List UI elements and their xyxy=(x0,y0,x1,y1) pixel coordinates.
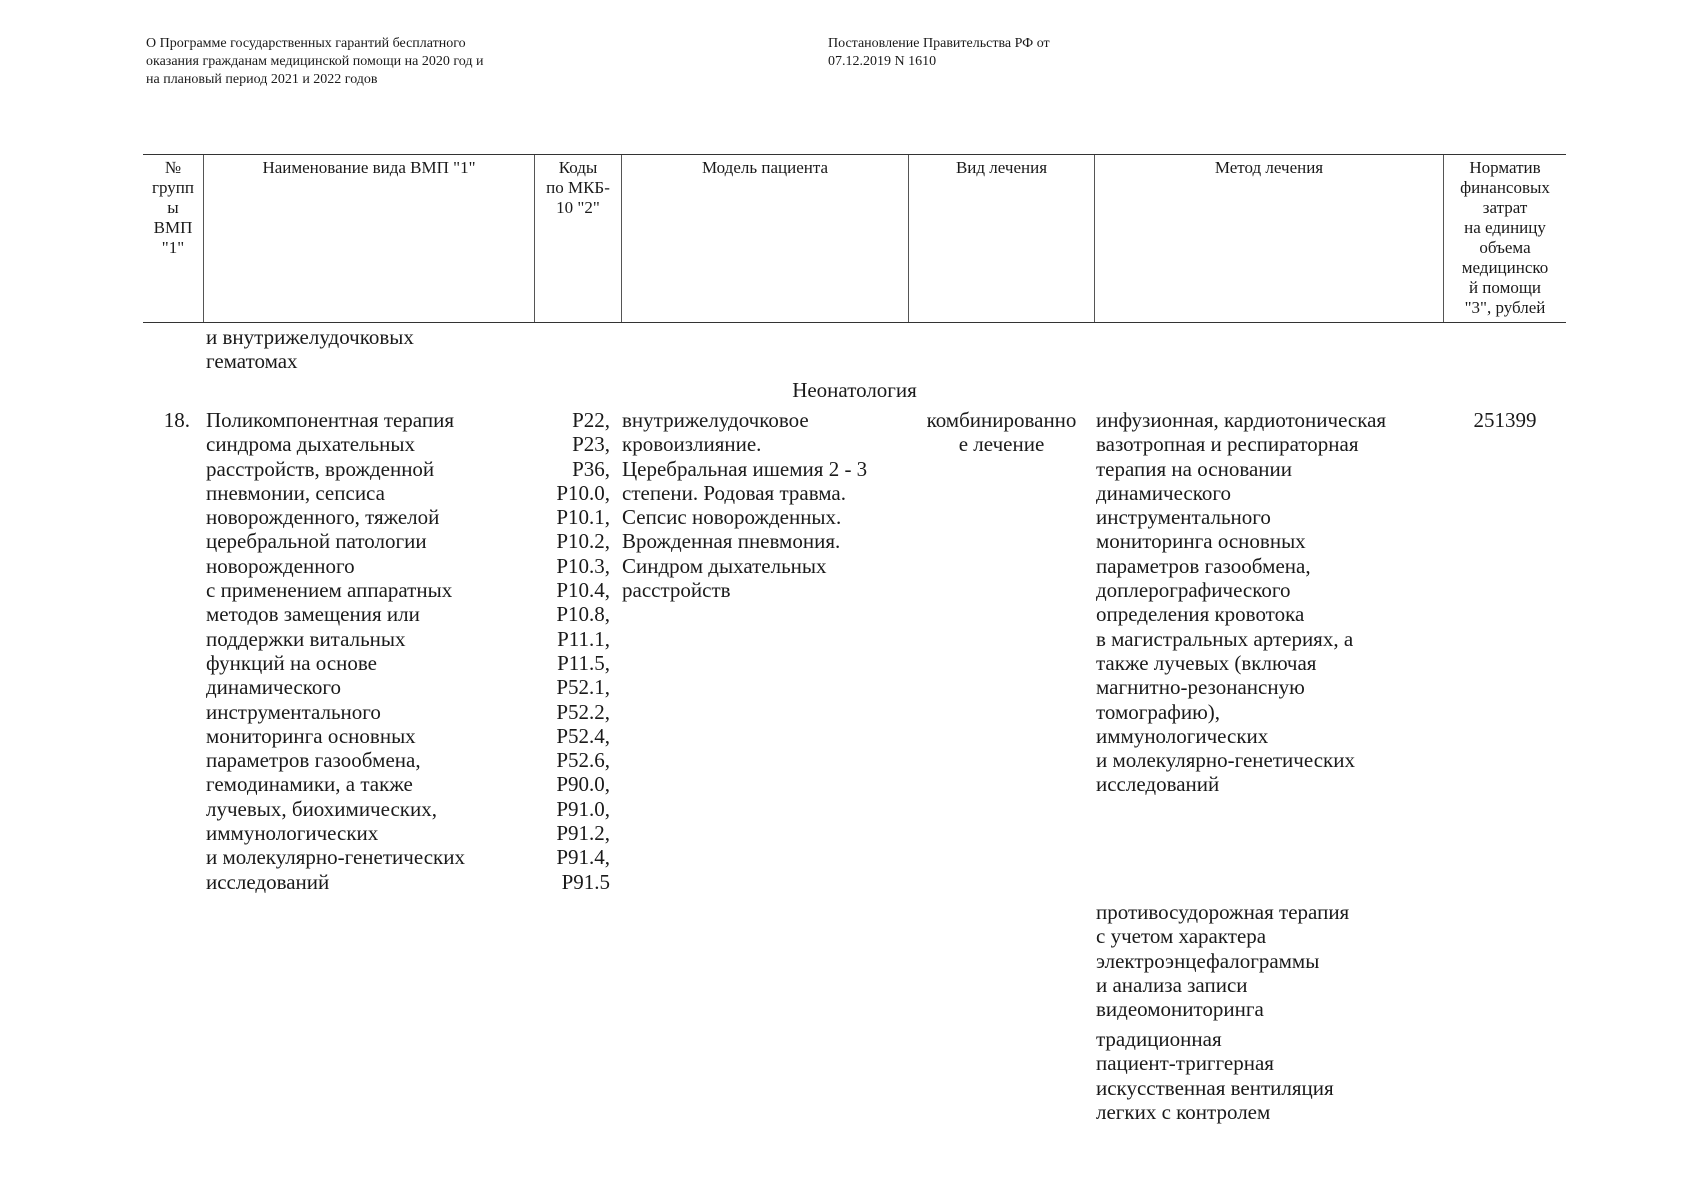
cell-line: видеомониторинга xyxy=(1096,997,1264,1022)
row-cost-value: 251399 xyxy=(1473,408,1537,432)
row-vmp-name xyxy=(206,408,465,894)
code-line: P11.5, xyxy=(557,650,610,675)
row-mkb-codes xyxy=(535,408,610,894)
col-header-line: финансовых xyxy=(1460,178,1550,197)
col-header-line: объема xyxy=(1479,238,1531,257)
doc-header-right-line: 07.12.2019 N 1610 xyxy=(828,54,937,69)
code-line: P10.2, xyxy=(556,529,610,554)
code-line: P10.4, xyxy=(556,578,610,603)
code-line: P11.1, xyxy=(557,626,610,651)
cell-line: и внутрижелудочковых xyxy=(206,325,414,349)
cell-line: традиционная xyxy=(1096,1027,1222,1051)
cell-line: Врожденная пневмония. xyxy=(622,529,841,554)
cell-line: е лечение xyxy=(958,432,1045,457)
col-header-line: Коды xyxy=(558,158,598,177)
cell-line: электроэнцефалограммы xyxy=(1096,948,1320,973)
code-line: P10.0, xyxy=(556,480,610,505)
doc-header-right xyxy=(828,35,1050,71)
cell-line: новорожденного xyxy=(206,553,355,578)
cell-line: мониторинга основных xyxy=(1096,529,1306,554)
col-header-patient-model xyxy=(622,158,908,178)
cell-line: легких с контролем xyxy=(1096,1099,1271,1124)
col-header-group-number xyxy=(143,158,203,258)
col-header-line: групп xyxy=(152,178,194,197)
col-header-line: "1" xyxy=(161,238,185,257)
cell-line: методов замещения или xyxy=(206,602,420,627)
col-header-line: № xyxy=(164,158,182,177)
cell-line: с учетом характера xyxy=(1096,924,1267,949)
cell-line: поддержки витальных xyxy=(206,626,406,651)
cell-line: мониторинга основных xyxy=(206,723,416,748)
code-line: P52.2, xyxy=(556,699,610,724)
row-treatment-type xyxy=(904,408,1099,457)
cell-line: Церебральная ишемия 2 - 3 xyxy=(622,456,868,481)
code-line: P10.3, xyxy=(556,553,610,578)
cell-line: Синдром дыхательных xyxy=(622,553,827,578)
col-header-vmp-name xyxy=(204,158,534,178)
code-line: P91.2, xyxy=(556,821,610,846)
cell-line: исследований xyxy=(1096,772,1220,797)
cell-line: и молекулярно-генетических xyxy=(206,845,465,870)
code-line: P10.1, xyxy=(556,505,610,530)
cell-line: расстройств xyxy=(622,578,731,603)
code-line: P52.4, xyxy=(556,723,610,748)
cell-line: терапия на основании xyxy=(1096,456,1292,481)
table-header-top-rule xyxy=(143,154,1566,155)
cell-line: параметров газообмена, xyxy=(206,748,421,773)
doc-header-left-line: оказания гражданам медицинской помощи на 2020 год и xyxy=(146,54,484,69)
cell-line: иммунологических xyxy=(206,821,379,846)
cell-line: с применением аппаратных xyxy=(206,578,453,603)
col-header-line: на единицу xyxy=(1464,218,1546,237)
cell-line: комбинированно xyxy=(926,408,1077,432)
column-divider xyxy=(203,155,204,322)
cell-line: гемодинамики, а также xyxy=(206,772,413,797)
cell-line: вазотропная и респираторная xyxy=(1096,432,1359,457)
col-header-line: ы xyxy=(167,198,179,217)
col-header-line: Модель пациента xyxy=(701,158,829,177)
cell-line: и анализа записи xyxy=(1096,972,1248,997)
cell-line: параметров газообмена, xyxy=(1096,553,1311,578)
continuation-vmp-name xyxy=(206,325,414,374)
doc-header-right-line: Постановление Правительства РФ от xyxy=(828,36,1050,51)
cell-line: церебральной патологии xyxy=(206,529,427,554)
cell-line: также лучевых (включая xyxy=(1096,650,1317,675)
cell-line: динамического xyxy=(206,675,341,700)
col-header-treatment-type xyxy=(909,158,1094,178)
cell-line: томографию), xyxy=(1096,699,1221,724)
cell-line: пневмонии, сепсиса xyxy=(206,480,385,505)
cell-line: внутрижелудочковое xyxy=(622,408,809,432)
col-header-line: Метод лечения xyxy=(1214,158,1324,177)
col-header-line: ВМП xyxy=(153,218,193,237)
col-header-line: Норматив xyxy=(1469,158,1541,177)
col-header-line: "3", рублей xyxy=(1464,298,1546,317)
row-treatment-method-1 xyxy=(1096,408,1386,797)
code-line: P90.0, xyxy=(556,772,610,797)
col-header-line: медицинско xyxy=(1461,258,1549,277)
col-header-treatment-method xyxy=(1095,158,1443,178)
row-treatment-method-2 xyxy=(1096,900,1349,1021)
cell-line: Поликомпонентная терапия xyxy=(206,408,454,432)
column-divider xyxy=(621,155,622,322)
cell-line: в магистральных артериях, а xyxy=(1096,626,1354,651)
cell-line: пациент-триггерная xyxy=(1096,1051,1274,1076)
cell-line: иммунологических xyxy=(1096,723,1269,748)
code-line: P52.6, xyxy=(556,748,610,773)
cell-line: Сепсис новорожденных. xyxy=(622,505,842,530)
cell-line: синдрома дыхательных xyxy=(206,432,415,457)
column-divider xyxy=(1094,155,1095,322)
code-line: P36, xyxy=(572,456,610,481)
doc-header-left xyxy=(146,35,483,89)
cell-line: расстройств, врожденной xyxy=(206,456,435,481)
cell-line: динамического xyxy=(1096,480,1231,505)
cell-line: кровоизлияние. xyxy=(622,432,762,457)
cell-line: гематомах xyxy=(206,349,298,374)
col-header-cost-norm xyxy=(1444,158,1566,318)
code-line: P10.8, xyxy=(556,602,610,627)
col-header-line: затрат xyxy=(1482,198,1528,217)
col-header-line: по МКБ- xyxy=(546,178,610,197)
cell-line: противосудорожная терапия xyxy=(1096,900,1350,924)
col-header-line: й помощи xyxy=(1468,278,1542,297)
cell-line: доплерографического xyxy=(1096,578,1291,603)
cell-line: функций на основе xyxy=(206,650,377,675)
doc-header-left-line: на плановый период 2021 и 2022 годов xyxy=(146,72,378,87)
section-title: Неонатология xyxy=(792,378,917,402)
col-header-line: 10 "2" xyxy=(556,198,600,217)
col-header-line: Наименование вида ВМП "1" xyxy=(262,158,476,177)
cell-line: лучевых, биохимических, xyxy=(206,796,437,821)
cell-line: новорожденного, тяжелой xyxy=(206,505,440,530)
code-line: P52.1, xyxy=(556,675,610,700)
cell-line: степени. Родовая травма. xyxy=(622,480,846,505)
row-treatment-method-3 xyxy=(1096,1027,1334,1124)
row-patient-model xyxy=(622,408,867,602)
cell-line: определения кровотока xyxy=(1096,602,1305,627)
col-header-line: Вид лечения xyxy=(955,158,1048,177)
cell-line: и молекулярно-генетических xyxy=(1096,748,1355,773)
cell-line: магнитно-резонансную xyxy=(1096,675,1305,700)
row-number: 18. xyxy=(163,408,190,432)
column-divider xyxy=(908,155,909,322)
table-header-bottom-rule xyxy=(143,322,1566,323)
code-line: P22, xyxy=(572,408,610,432)
doc-header-left-line: О Программе государственных гарантий бесплатного xyxy=(146,36,466,51)
cell-line: инфузионная, кардиотоническая xyxy=(1096,408,1387,432)
cell-line: инструментального xyxy=(206,699,381,724)
code-line: P91.5 xyxy=(561,869,610,894)
code-line: P91.4, xyxy=(556,845,610,870)
col-header-mkb-codes xyxy=(535,158,621,218)
cell-line: инструментального xyxy=(1096,505,1271,530)
cell-line: искусственная вентиляция xyxy=(1096,1075,1334,1100)
cell-line: исследований xyxy=(206,869,330,894)
code-line: P23, xyxy=(572,432,610,457)
code-line: P91.0, xyxy=(556,796,610,821)
